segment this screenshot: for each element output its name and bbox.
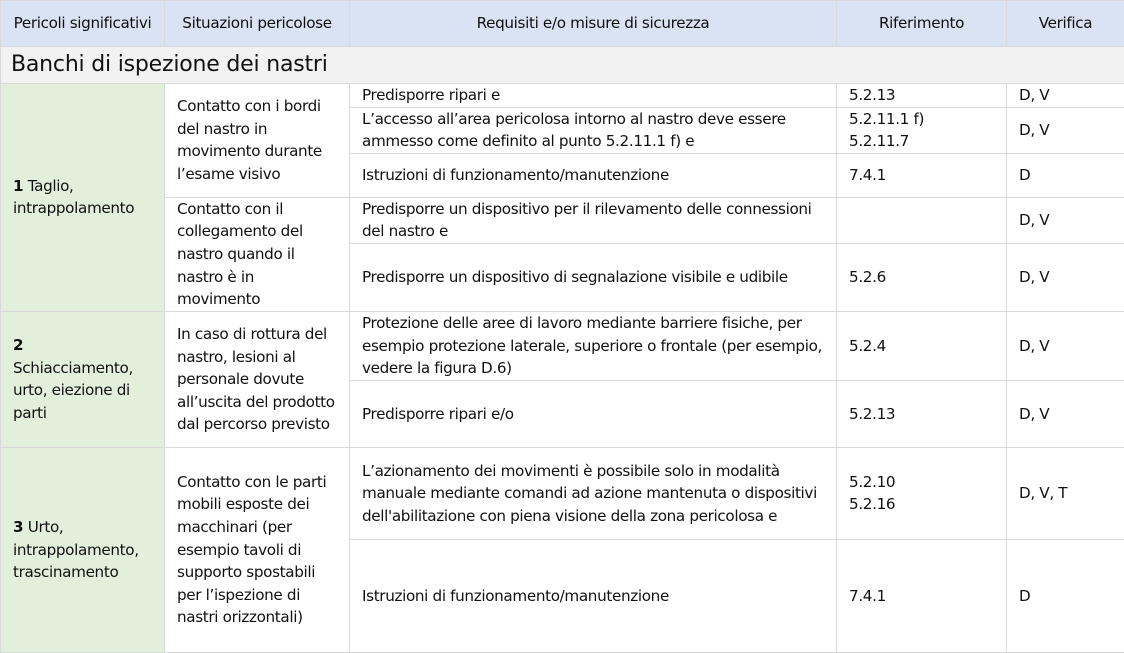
header-requirements: Requisiti e/o misure di sicurezza (350, 1, 837, 47)
hazard-cell (1, 311, 165, 447)
requirement-cell: Predisporre ripari e (350, 84, 837, 108)
reference-cell: 5.2.13 (837, 84, 1007, 108)
reference-cell: 7.4.1 (837, 539, 1007, 652)
header-verification: Verifica (1007, 1, 1124, 47)
requirement-cell: Istruzioni di funzionamento/manutenzione (350, 539, 837, 652)
hazard-number: 1 (13, 177, 23, 195)
verification-cell: D, V (1007, 107, 1124, 153)
table-row (1, 447, 1124, 539)
reference-cell (837, 197, 1007, 243)
hazard-label: Schiacciamento, urto, eiezione di parti (13, 359, 133, 422)
verification-cell: D, V (1007, 197, 1124, 243)
requirement-cell: Predisporre un dispositivo per il rilevamento delle connessioni del nastro e (350, 197, 837, 243)
hazard-number: 3 (13, 518, 23, 536)
hazard-label: Taglio, intrappolamento (13, 177, 134, 218)
verification-cell: D, V, T (1007, 447, 1124, 539)
reference-cell: 5.2.10 5.2.16 (837, 447, 1007, 539)
hazard-cell (1, 447, 165, 652)
hazard-label: Urto, intrappolamento, trascinamento (13, 518, 139, 581)
reference-cell: 5.2.4 (837, 311, 1007, 380)
situation-cell: Contatto con le parti mobili esposte dei macchinari (per esempio tavoli di supporto spostabili per l’ispezione di nastri orizzontali) (165, 447, 350, 652)
situation-cell: Contatto con i bordi del nastro in movimento durante l’esame visivo (165, 84, 350, 198)
requirement-cell: Istruzioni di funzionamento/manutenzione (350, 153, 837, 197)
situation-cell: In caso di rottura del nastro, lesioni al personale dovute all’uscita del prodotto dal percorso previsto (165, 311, 350, 447)
header-hazard: Pericoli significativi (1, 1, 165, 47)
verification-cell: D, V (1007, 243, 1124, 311)
hazard-cell (1, 84, 165, 312)
verification-cell: D, V (1007, 311, 1124, 380)
section-title: Banchi di ispezione dei nastri (1, 47, 1124, 84)
header-row (1, 1, 1124, 47)
header-reference: Riferimento (837, 1, 1007, 47)
requirement-cell: Predisporre un dispositivo di segnalazione visibile e udibile (350, 243, 837, 311)
section-row (1, 47, 1124, 84)
verification-cell: D (1007, 153, 1124, 197)
reference-cell: 7.4.1 (837, 153, 1007, 197)
requirement-cell: L’azionamento dei movimenti è possibile solo in modalità manuale mediante comandi ad azione mantenuta o dispositivi dell'abilitazione con piena visione della zona pericolosa e (350, 447, 837, 539)
requirement-cell: Predisporre ripari e/o (350, 380, 837, 447)
requirement-cell: Protezione delle aree di lavoro mediante barriere fisiche, per esempio protezione laterale, superiore o frontale (per esempio, vedere la figura D.6) (350, 311, 837, 380)
reference-cell: 5.2.11.1 f) 5.2.11.7 (837, 107, 1007, 153)
table-row (1, 197, 1124, 243)
verification-cell: D, V (1007, 84, 1124, 108)
table-row (1, 311, 1124, 380)
reference-cell: 5.2.6 (837, 243, 1007, 311)
situation-cell: Contatto con il collegamento del nastro quando il nastro è in movimento (165, 197, 350, 311)
verification-cell: D, V (1007, 380, 1124, 447)
hazard-number: 2 (13, 334, 152, 357)
reference-cell: 5.2.13 (837, 380, 1007, 447)
verification-cell: D (1007, 539, 1124, 652)
header-situation: Situazioni pericolose (165, 1, 350, 47)
table-row (1, 84, 1124, 108)
requirement-cell: L’accesso all’area pericolosa intorno al nastro deve essere ammesso come definito al punto 5.2.11.1 f) e (350, 107, 837, 153)
